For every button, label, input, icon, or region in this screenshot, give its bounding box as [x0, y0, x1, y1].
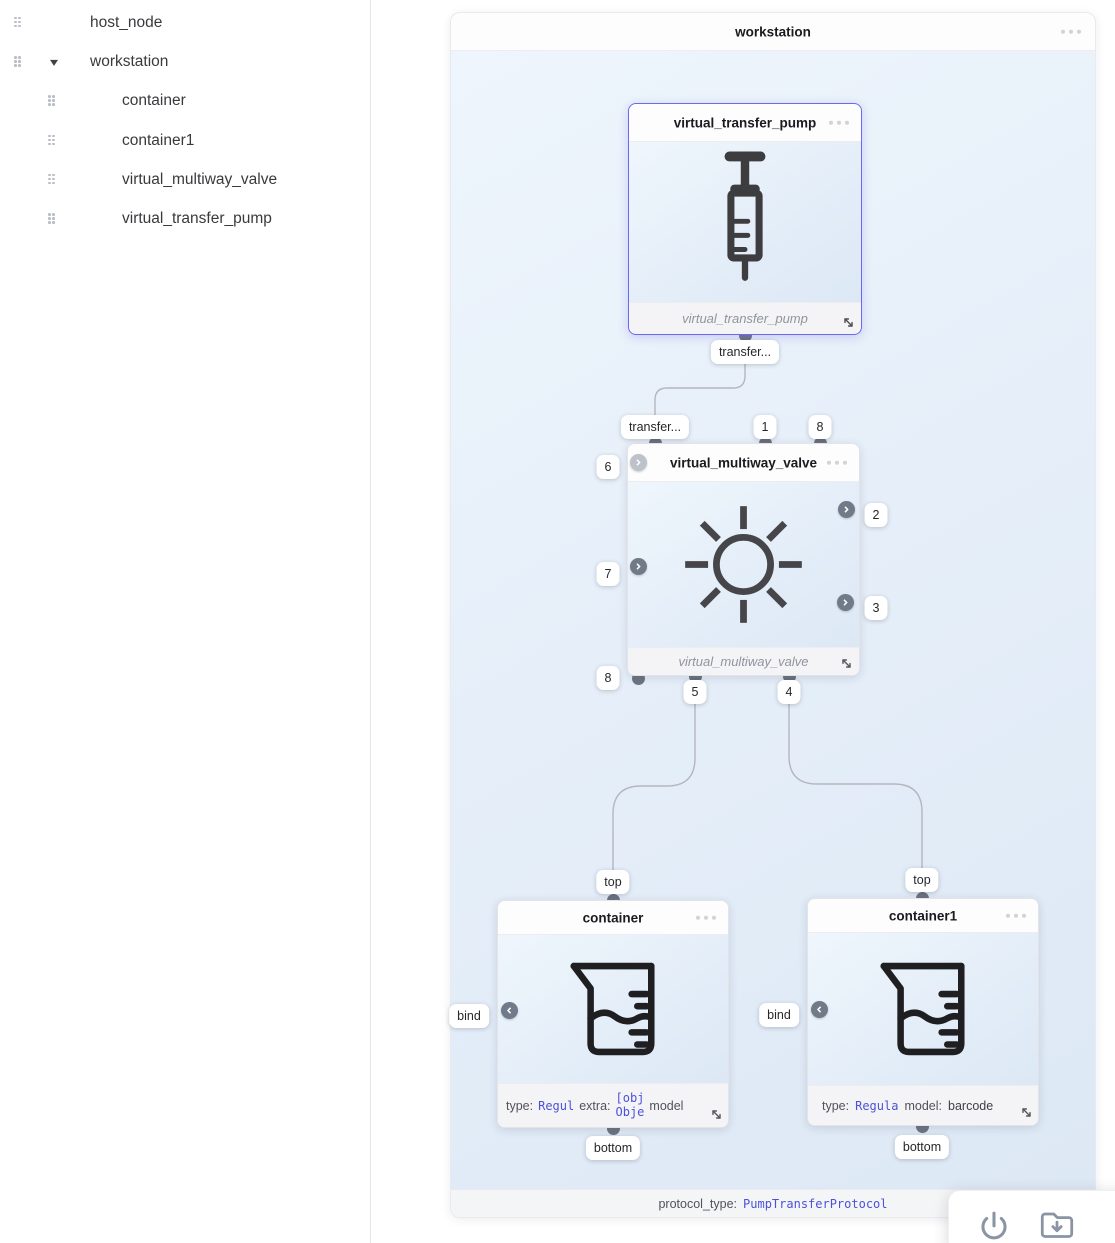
type-value: Regul — [538, 1098, 575, 1113]
ellipsis-menu-icon[interactable] — [827, 460, 848, 465]
ellipsis-menu-icon[interactable] — [1006, 913, 1027, 918]
protocol-type-label: protocol_type: — [658, 1196, 738, 1211]
node-virtual-transfer-pump[interactable] — [628, 103, 862, 335]
port-label-container-bottom: bottom — [586, 1136, 640, 1160]
node-title: workstation — [735, 24, 811, 39]
ellipsis-menu-icon[interactable] — [829, 120, 850, 125]
beaker-icon — [867, 953, 979, 1065]
node-body — [808, 933, 1038, 1085]
node-body — [498, 935, 728, 1083]
port-label-valve-4: 4 — [778, 680, 801, 704]
ellipsis-menu-icon[interactable] — [1061, 29, 1082, 34]
multiway-valve-icon — [681, 502, 806, 627]
resize-handle-icon[interactable] — [1019, 1105, 1034, 1120]
tree-item-label: workstation — [90, 52, 169, 70]
port-label-container1-bottom: bottom — [895, 1135, 949, 1159]
resize-handle-icon[interactable] — [709, 1107, 724, 1122]
tree-item-label: virtual_transfer_pump — [122, 210, 272, 228]
sidebar-item-container1[interactable] — [0, 121, 370, 160]
port-label-container1-top: top — [905, 868, 938, 892]
sidebar-item-virtual-multiway-valve[interactable] — [0, 160, 370, 199]
node-header[interactable] — [628, 444, 859, 482]
port-label-container-bind: bind — [449, 1004, 489, 1028]
folder-download-icon — [1039, 1207, 1075, 1243]
model-label: model: — [904, 1098, 942, 1113]
node-name-footer — [629, 302, 861, 334]
port-valve-3[interactable] — [837, 594, 854, 611]
type-label: type: — [506, 1098, 534, 1113]
drag-handle-icon[interactable] — [48, 95, 58, 107]
ellipsis-menu-icon[interactable] — [696, 915, 717, 920]
model-value: barcode — [948, 1098, 994, 1113]
drag-handle-icon[interactable] — [14, 56, 24, 68]
tree-sidebar — [0, 0, 371, 1243]
node-title: container1 — [888, 908, 958, 923]
port-label-valve-2: 2 — [865, 503, 888, 527]
port-label-valve-transfer: transfer... — [621, 415, 689, 439]
drag-handle-icon[interactable] — [48, 213, 58, 225]
type-value: Regula — [855, 1098, 899, 1113]
node-body — [628, 482, 859, 647]
drag-handle-icon[interactable] — [48, 135, 58, 147]
node-title: virtual_transfer_pump — [673, 115, 817, 130]
port-label-valve-5: 5 — [684, 680, 707, 704]
sidebar-item-container[interactable] — [0, 82, 370, 121]
extra-label: extra: — [579, 1098, 611, 1113]
port-container-bind[interactable] — [501, 1002, 518, 1019]
tree-item-label: container — [122, 92, 186, 110]
tree-item-label: container1 — [122, 131, 195, 149]
node-title: container — [582, 910, 644, 925]
resize-handle-icon[interactable] — [841, 315, 856, 330]
port-valve-6[interactable] — [630, 454, 647, 471]
port-label-valve-6: 6 — [597, 455, 620, 479]
port-container1-bind[interactable] — [811, 1001, 828, 1018]
node-name-text: virtual_multiway_valve — [678, 654, 809, 669]
port-label-valve-8-top: 8 — [809, 415, 832, 439]
port-label-valve-8-left: 8 — [597, 666, 620, 690]
load-button[interactable] — [1039, 1207, 1075, 1243]
power-icon — [977, 1208, 1011, 1242]
sidebar-item-workstation[interactable] — [0, 42, 370, 81]
node-name-footer — [628, 647, 859, 675]
canvas-action-toolbar — [948, 1190, 1115, 1243]
node-body — [629, 142, 861, 302]
node-header[interactable] — [629, 104, 861, 142]
drag-handle-icon[interactable] — [48, 174, 58, 186]
node-header[interactable] — [808, 899, 1038, 933]
port-label-valve-7: 7 — [597, 562, 620, 586]
flow-canvas[interactable] — [371, 0, 1115, 1243]
syringe-icon — [702, 148, 788, 296]
caret-down-icon[interactable] — [50, 60, 58, 66]
port-label-container1-bind: bind — [759, 1003, 799, 1027]
workstation-header[interactable] — [451, 13, 1095, 51]
port-label-valve-1: 1 — [754, 415, 777, 439]
node-container1[interactable] — [807, 898, 1039, 1126]
node-title: virtual_multiway_valve — [669, 455, 818, 470]
beaker-icon — [557, 953, 669, 1065]
extra-value: [obj Obje — [615, 1091, 645, 1119]
drag-handle-icon[interactable] — [14, 17, 24, 29]
port-label-container-top: top — [596, 870, 629, 894]
node-header[interactable] — [498, 901, 728, 935]
sidebar-item-host-node[interactable] — [0, 3, 370, 42]
sidebar-item-virtual-transfer-pump[interactable] — [0, 199, 370, 238]
node-fields-footer — [808, 1085, 1038, 1125]
protocol-type-value: PumpTransferProtocol — [743, 1196, 888, 1211]
node-container[interactable] — [497, 900, 729, 1128]
power-button[interactable] — [977, 1207, 1011, 1243]
port-valve-2[interactable] — [838, 501, 855, 518]
tree-item-label: virtual_multiway_valve — [122, 170, 278, 188]
tree-item-label: host_node — [90, 13, 163, 31]
model-label: model — [649, 1098, 684, 1113]
node-virtual-multiway-valve[interactable] — [627, 443, 860, 676]
port-valve-7[interactable] — [630, 558, 647, 575]
node-name-text: virtual_transfer_pump — [682, 311, 808, 326]
resize-handle-icon[interactable] — [839, 656, 854, 671]
port-label-valve-3: 3 — [865, 596, 888, 620]
node-fields-footer — [498, 1083, 728, 1127]
type-label: type: — [822, 1098, 850, 1113]
port-label-pump-transfer: transfer... — [711, 340, 779, 364]
